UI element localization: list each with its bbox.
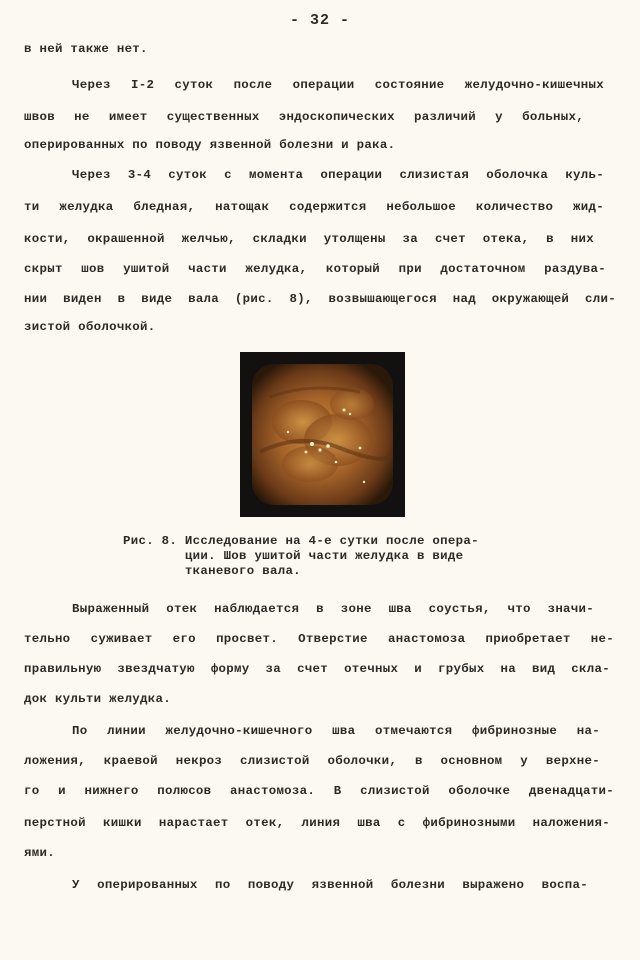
figure-caption-line: Рис. 8. Исследование на 4-е сутки после опера- bbox=[123, 534, 479, 548]
text-line: ями. bbox=[24, 846, 55, 860]
text-line: перстной кишки нарастает отек, линия шва с фибринозными наложения- bbox=[24, 816, 610, 830]
text-line: нии виден в виде вала (рис. 8), возвышающегося над окружающей сли- bbox=[24, 292, 616, 306]
text-line: тельно суживает его просвет. Отверстие анастомоза приобретает не- bbox=[24, 632, 614, 646]
text-line: Выраженный отек наблюдается в зоне шва соустья, что значи- bbox=[72, 602, 594, 616]
text-line: оперированных по поводу язвенной болезни и рака. bbox=[24, 138, 396, 152]
text-line: правильную звездчатую форму за счет отечных и грубых на вид скла- bbox=[24, 662, 610, 676]
text-line: кости, окрашенной желчью, складки утолщены за счет отека, в них bbox=[24, 232, 594, 246]
text-line: По линии желудочно-кишечного шва отмечаются фибринозные на- bbox=[72, 724, 600, 738]
text-line: го и нижнего полюсов анастомоза. В слизистой оболочке двенадцати- bbox=[24, 784, 614, 798]
text-line: ложения, краевой некроз слизистой оболочки, в основном у верхне- bbox=[24, 754, 600, 768]
text-line: У оперированных по поводу язвенной болезни выражено воспа- bbox=[72, 878, 588, 892]
text-line: швов не имеет существенных эндоскопических различий у больных, bbox=[24, 110, 584, 124]
text-line: Через I-2 суток после операции состояние желудочно-кишечных bbox=[72, 78, 604, 92]
endoscopic-photo bbox=[240, 352, 405, 517]
text-line: скрыт шов ушитой части желудка, который при достаточном раздува- bbox=[24, 262, 606, 276]
text-line: в ней также нет. bbox=[24, 42, 148, 56]
text-line: Через 3-4 суток с момента операции слизистая оболочка куль- bbox=[72, 168, 604, 182]
text-line: ти желудка бледная, натощак содержится небольшое количество жид- bbox=[24, 200, 604, 214]
text-line: док культи желудка. bbox=[24, 692, 171, 706]
figure-caption-line: тканевого вала. bbox=[123, 564, 301, 578]
figure-caption-line: ции. Шов ушитой части желудка в виде bbox=[123, 549, 464, 563]
text-line: зистой оболочкой. bbox=[24, 320, 156, 334]
page-number: - 32 - bbox=[289, 12, 350, 29]
